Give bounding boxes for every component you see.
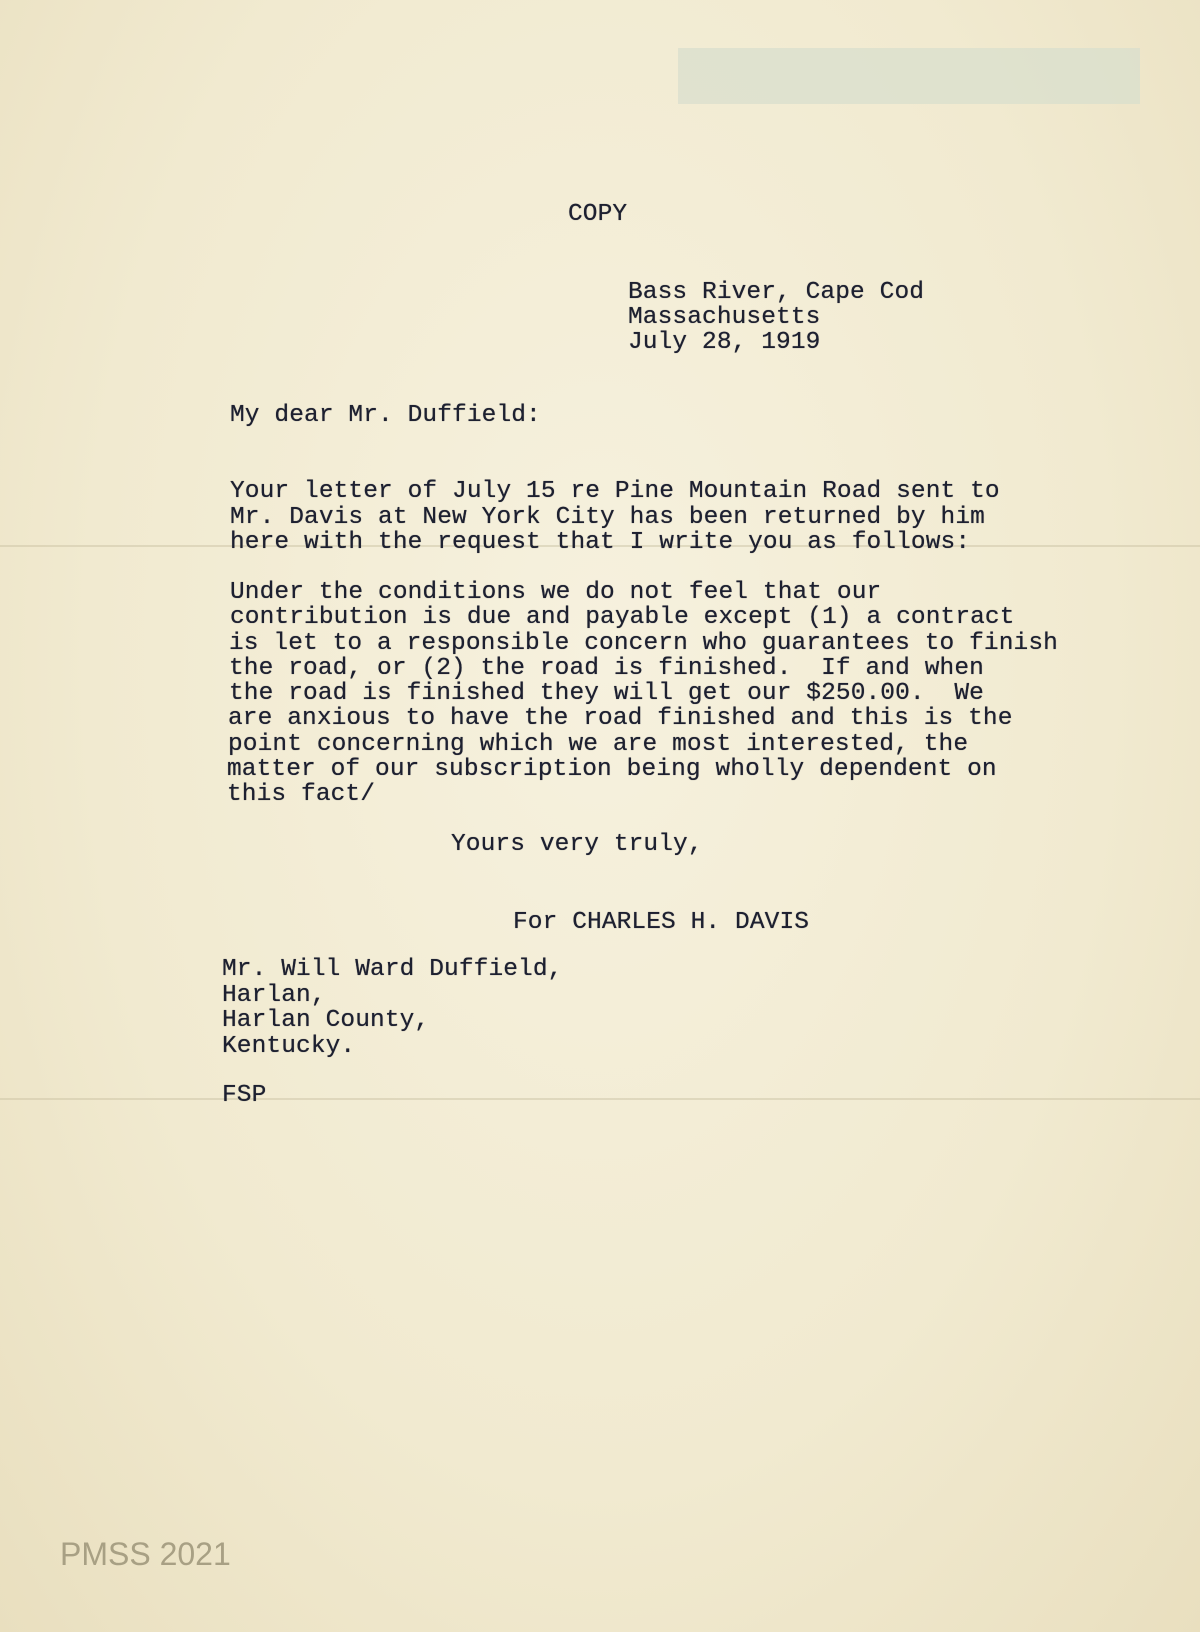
- text-line: here with the request that I write you as follows:: [230, 529, 971, 556]
- tape-strip: [678, 48, 1140, 104]
- address-line: Harlan County,: [222, 1007, 430, 1034]
- typist-initials: FSP: [222, 1082, 267, 1109]
- address-line: Harlan,: [222, 982, 326, 1009]
- text-line: the road is finished they will get our $250.00. We: [229, 680, 984, 707]
- address-line: Massachusetts: [628, 304, 821, 331]
- address-line: Mr. Will Ward Duffield,: [222, 956, 563, 983]
- closing: Yours very truly,: [451, 831, 703, 858]
- text-line: Mr. Davis at New York City has been returned by him: [230, 504, 985, 531]
- text-line: Your letter of July 15 re Pine Mountain Road sent to: [230, 478, 1000, 505]
- text-line: contribution is due and payable except (1) a contract: [230, 604, 1015, 631]
- signature-line: For CHARLES H. DAVIS: [513, 909, 810, 936]
- text-line: is let to a responsible concern who guarantees to finish: [229, 630, 1058, 657]
- copy-heading: COPY: [568, 201, 628, 228]
- text-line: are anxious to have the road finished and this is the: [228, 705, 1013, 732]
- fold-line: [0, 1098, 1200, 1100]
- archive-watermark: PMSS 2021: [60, 1536, 231, 1572]
- text-line: this fact/: [227, 781, 376, 808]
- address-line: Bass River, Cape Cod: [628, 279, 925, 306]
- text-line: the road, or (2) the road is finished. If and when: [229, 655, 984, 682]
- text-line: Under the conditions we do not feel that our: [230, 579, 882, 606]
- text-line: matter of our subscription being wholly dependent on: [227, 756, 997, 783]
- address-line: Kentucky.: [222, 1033, 356, 1060]
- salutation: My dear Mr. Duffield:: [230, 402, 541, 429]
- text-line: point concerning which we are most interested, the: [228, 731, 969, 758]
- date-line: July 28, 1919: [628, 329, 821, 356]
